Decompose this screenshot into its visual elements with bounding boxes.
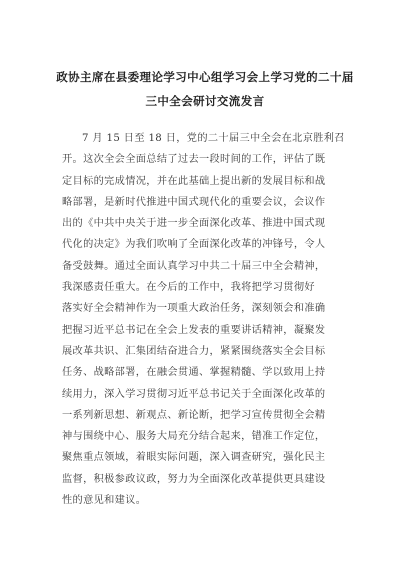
body-line: 我深感责任重大。在今后的工作中，我将把学习贯彻好	[62, 282, 315, 294]
body-line: 略部署，是新时代推进中国式现代化的重要会议，会议作	[62, 196, 326, 208]
document-body	[62, 128, 354, 511]
body-line: 一系列新思想、新观点、新论断，把学习宣传贯彻全会精	[62, 409, 326, 421]
body-line: 落实好全会精神作为一项重大政治任务，深刻领会和准确	[62, 303, 326, 315]
body-line: 展改革共识、汇集团结奋进合力，紧紧围绕落实全会目标	[62, 345, 326, 357]
body-line: 代化的决定》为我们吹响了全面深化改革的冲锋号，令人	[62, 239, 326, 251]
body-line: 开。这次全会全面总结了过去一段时间的工作，评估了既	[62, 154, 326, 166]
body-line: 监督，积极参政议政，努力为全面深化改革提供更具建设	[62, 473, 326, 485]
body-line: 定目标的完成情况，并在此基础上提出新的发展目标和战	[62, 175, 326, 187]
body-line: 7 月 15 日至 18 日，党的二十届三中全会在北京胜利召	[82, 133, 345, 144]
body-line: 备受鼓舞。通过全面认真学习中共二十届三中全会精神，	[62, 260, 326, 272]
body-line: 神与围绕中心、服务大局充分结合起来，错准工作定位，	[62, 431, 326, 443]
document-title-line-2: 三中全会研讨交流发言	[145, 94, 265, 108]
body-line: 聚焦重点领域，着眼实际问题，深入调查研究，强化民主	[62, 452, 326, 464]
body-line: 任务、战略部署，在融会贯通、掌握精髓、学以致用上持	[62, 367, 326, 379]
document-title-line-1: 政协主席在县委理论学习中心组学习会上学习党的二十届	[56, 70, 354, 84]
body-line: 性的意见和建议。	[62, 495, 147, 507]
body-line: 把握习近平总书记在全会上发表的重要讲话精神，凝聚发	[62, 324, 326, 336]
body-line: 续用力，深入学习贯彻习近平总书记关于全面深化改革的	[62, 388, 326, 400]
body-line: 出的《中共中央关于进一步全面深化改革、推进中国式现	[62, 218, 326, 230]
